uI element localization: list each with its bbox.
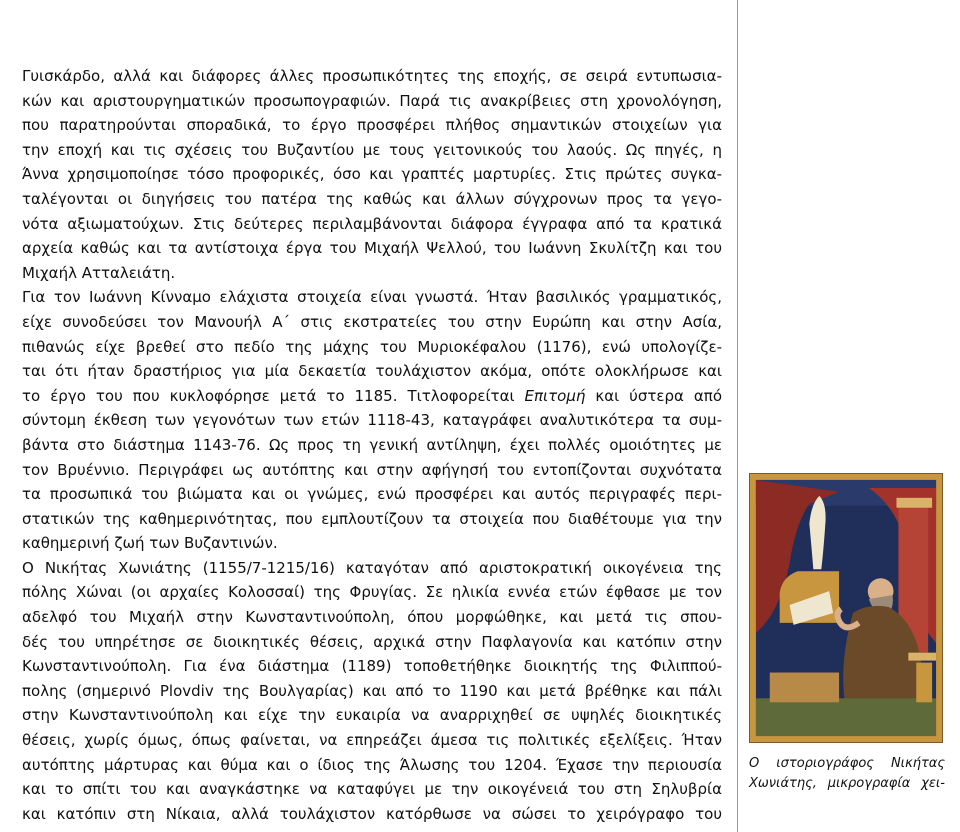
- figure-caption: [749, 754, 945, 794]
- text-line: αδελφό του Μιχαήλ στην Κωνσταντινούπολη, όπου μορφώθηκε, και μετά τις σπου-: [22, 608, 722, 627]
- miniature-illustration: [750, 474, 942, 742]
- text-line: νότα αξιωματούχων. Στις δεύτερες περιλαμβάνονται διάφορα έγγραφα από τα κρατικά: [22, 214, 722, 233]
- bench: [770, 673, 839, 703]
- text-line: θέσεις, χωρίς όμως, όπως φαίνεται, να επηρεάζει άμεσα τις πολιτικές εξελίξεις. Ήταν: [22, 731, 722, 750]
- text-line: Κωνσταντινούπολη. Για ένα διάστημα (1189) τοποθετήθηκε διοικητής της Φιλιππού-: [22, 657, 722, 676]
- text-line: Για τον Ιωάννη Κίνναμο ελάχιστα στοιχεία είναι γνωστά. Ήταν βασιλικός γραμματικός,: [22, 288, 722, 307]
- text-line: κών και αριστουργηματικών προσωπογραφιών. Παρά τις ανακρίβειες στη χρονολόγηση,: [22, 91, 722, 110]
- text-line: Άννα χρησιμοποίησε τόσο προφορικές, όσο και γραπτές μαρτυρίες. Στις πρώτες συγκα-: [22, 165, 722, 184]
- main-text-column: [22, 64, 722, 826]
- miniature-image: [749, 473, 943, 743]
- text-line: καθημερινή ζωή των Βυζαντινών.: [22, 534, 278, 553]
- text-line: σύντομη έκθεση των γεγονότων των ετών 1118-43, καταγράφει αναλυτικότερα τα συμ-: [22, 411, 722, 430]
- text-line-with-title: [22, 384, 722, 409]
- lectern-top: [908, 653, 936, 661]
- column-divider: [737, 0, 738, 832]
- text-line: αρχεία καθώς και τα αντίστοιχα έργα του Μιχαήλ Ψελλού, του Ιωάννη Σκυλίτζη και του: [22, 239, 722, 258]
- text-line: την εποχή και τις σχέσεις του Βυζαντίου με τους γειτονικούς του λαούς. Ως πηγές, η: [22, 140, 722, 159]
- text-line: πιθανώς είχε βρεθεί στο πεδίο της μάχης του Μυριοκέφαλου (1176), ενώ υπολογίζε-: [22, 337, 722, 356]
- caption-line: Χωνιάτης, μικρογραφία χει-: [749, 776, 945, 791]
- ground: [756, 698, 936, 736]
- text-segment: το έργο του που κυκλοφόρησε μετά το 1185. Τιτλοφορείται: [22, 386, 525, 405]
- text-line: πολης (σημερινό Plovdiv της Βουλγαρίας) και από το 1190 και μετά βρέθηκε και πάλι: [22, 681, 722, 700]
- caption-line: Ο ιστοριογράφος Νικήτας: [749, 756, 945, 771]
- text-line: ταλέγονται οι διηγήσεις του πατέρα της καθώς και άλλων σύγχρονων προς τα γεγο-: [22, 189, 722, 208]
- text-line: είχε συνοδεύσει τον Μανουήλ Α΄ στις εκστρατείες του στην Ευρώπη και στην Ασία,: [22, 312, 722, 331]
- text-line: αυτόπτης μάρτυρας και θύμα και ο ίδιος της Άλωσης του 1204. Έχασε την περιουσία: [22, 755, 722, 774]
- text-line: τα προσωπικά του βιώματα και οι γνώμες, ενώ προσφέρει και αυτός περιγραφές περι-: [22, 485, 722, 504]
- work-title-epitomi: Επιτομή: [524, 386, 586, 405]
- lectern-stand: [916, 663, 932, 703]
- text-line: που παρατηρούνται σποραδικά, το έργο προσφέρει πλήθος σημαντικών στοιχείων για: [22, 116, 722, 135]
- text-line: στην Κωνσταντινούπολη και είχε την ευκαιρία να αναρριχηθεί σε υψηλές διοικητικές: [22, 706, 722, 725]
- text-line: δές του υπηρέτησε σε διοικητικές θέσεις, αρχικά στην Παφλαγονία και κατόπιν στην: [22, 632, 722, 651]
- text-line: Μιχαήλ Ατταλειάτη.: [22, 263, 176, 282]
- text-line: τον Βρυέννιο. Περιγράφει ως αυτόπτης και στην αφήγησή του εντοπίζονται συχνότατα: [22, 460, 722, 479]
- text-line: και κατόπιν στη Νίκαια, αλλά τουλάχιστον κατόρθωσε να σώσει το χειρόγραφο του: [22, 804, 722, 823]
- text-segment: και ύστερα από: [585, 386, 722, 405]
- text-line: βάντα στο διάστημα 1143-76. Ως προς τη γενική αντίληψη, έχει πολλές ομοιότητες με: [22, 435, 722, 454]
- text-line: και το σπίτι του και αναγκάστηκε να καταφύγει με την οικογένειά του στη Σηλυβρία: [22, 780, 722, 799]
- text-line: Ο Νικήτας Χωνιάτης (1155/7-1215/16) καταγόταν από αριστοκρατική οικογένεια της: [22, 558, 722, 577]
- column-capital: [896, 498, 932, 508]
- text-line: πόλης Χώναι (οι αρχαίες Κολοσσαί) της Φρυγίας. Σε ηλικία εννέα ετών έφθασε με τον: [22, 583, 722, 602]
- text-line: στατικών της καθημερινότητας, που εμπλουτίζουν τα στοιχεία που διαθέτουμε για την: [22, 509, 722, 528]
- text-line: ται ότι ήταν δραστήριος για μία δεκαετία τουλάχιστον ακόμα, οπότε ολοκλήρωσε και: [22, 362, 722, 381]
- text-line: Γυισκάρδο, αλλά και διάφορες άλλες προσωπικότητες της εποχής, σε σειρά εντυπωσια-: [22, 67, 722, 85]
